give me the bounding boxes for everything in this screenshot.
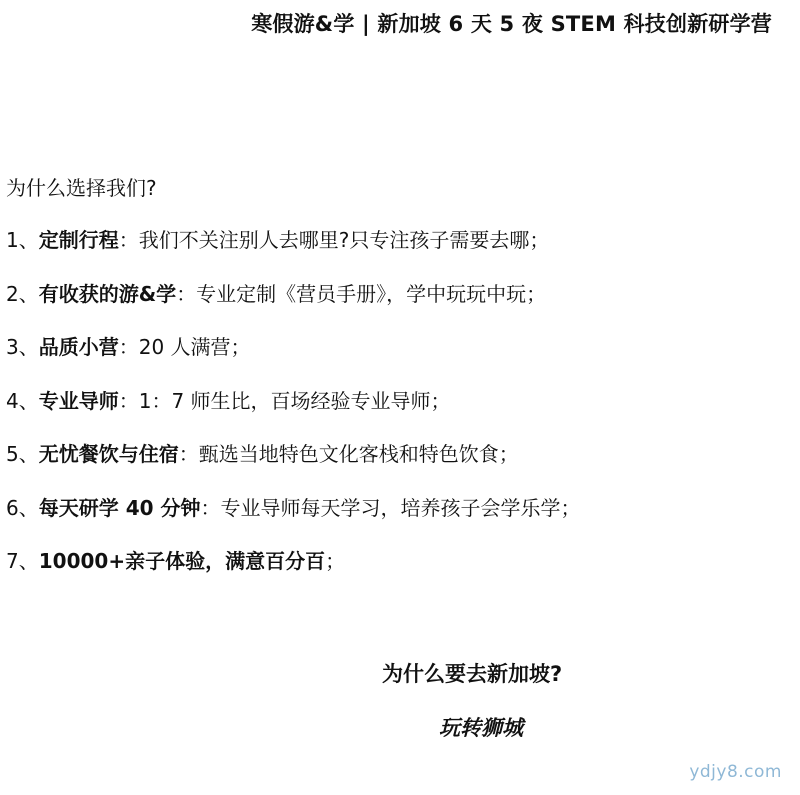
list-item — [6, 331, 581, 385]
item-number: 4、 — [6, 388, 39, 413]
item-number: 7、 — [6, 549, 39, 573]
list-item — [6, 385, 581, 439]
list-item — [6, 438, 581, 492]
item-number: 2、 — [6, 281, 39, 306]
item-title: 品质小营 — [38, 335, 119, 359]
item-title: 10000+亲子体验，满意百分百 — [38, 549, 326, 573]
why-us-heading: 为什么选择我们? — [6, 176, 157, 200]
singapore-heading: 为什么要去新加坡? — [382, 662, 563, 686]
item-title: 定制行程 — [38, 228, 119, 252]
item-description: ； — [325, 549, 346, 573]
watermark: ydjy8.com — [689, 762, 782, 782]
item-description: ：我们不关注别人去哪里?只专注孩子需要去哪； — [118, 228, 550, 252]
reasons-list — [6, 224, 581, 599]
list-item — [6, 278, 581, 332]
item-number: 1、 — [6, 228, 39, 252]
item-number: 5、 — [6, 442, 39, 466]
item-description: ：1：7 师生比，百场经验专业导师； — [118, 388, 451, 413]
list-item — [6, 224, 581, 278]
singapore-subheading: 玩转狮城 — [439, 716, 523, 740]
item-description: ：20 人满营； — [118, 335, 251, 359]
item-number: 3、 — [6, 335, 39, 359]
item-description: ：专业导师每天学习，培养孩子会学乐学； — [200, 495, 581, 520]
list-item — [6, 492, 581, 546]
item-description: ：甄选当地特色文化客栈和特色饮食； — [178, 442, 519, 466]
page-title: 寒假游&学 | 新加坡 6 天 5 夜 STEM 科技创新研学营 — [251, 12, 772, 36]
item-title: 无忧餐饮与住宿 — [38, 442, 179, 466]
item-title: 每天研学 40 分钟 — [38, 495, 201, 520]
item-number: 6、 — [6, 495, 39, 520]
item-title: 有收获的游&学 — [38, 281, 177, 306]
list-item — [6, 545, 581, 599]
item-description: ：专业定制《营员手册》，学中玩玩中玩； — [176, 281, 547, 306]
item-title: 专业导师 — [38, 388, 119, 413]
